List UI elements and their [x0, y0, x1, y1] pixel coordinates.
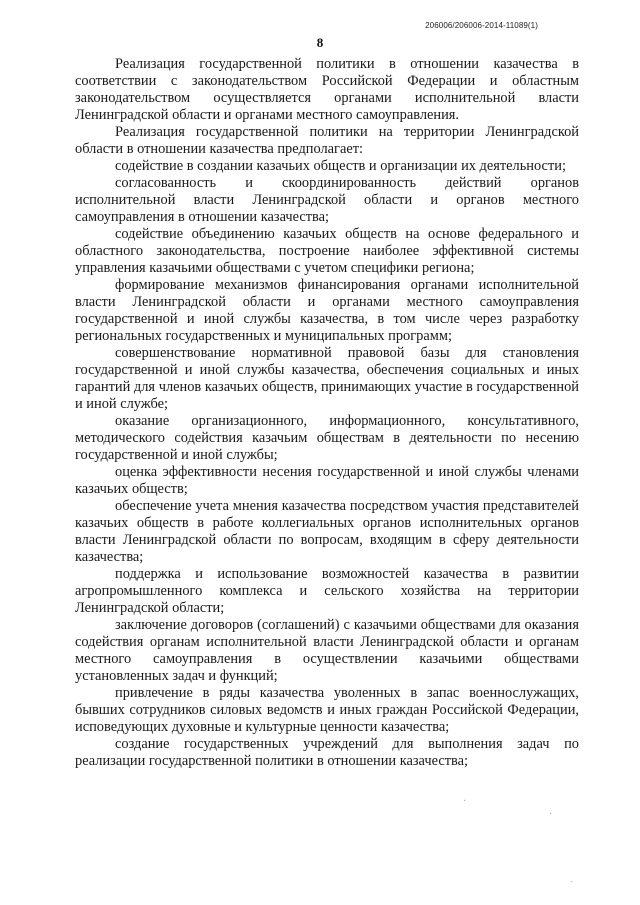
list-item: содействие объединению казачьих обществ на основе федерального и областного законодательства, построение наиболее эффективной системы управления казачьими обществами с учетом специфики региона; — [75, 226, 579, 276]
list-item: привлечение в ряды казачества уволенных в запас военнослужащих, бывших сотрудников силовых ведомств и иных граждан Российской Федерации, исповедующих духовные и культурные ценности казачества; — [75, 685, 579, 735]
list-item: оценка эффективности несения государственной и иной службы членами казачьих обществ; — [75, 464, 579, 497]
list-item: оказание организационного, информационного, консультативного, методического содействия казачьим обществам в деятельности по несению государственной и иной службы; — [75, 413, 579, 463]
list-item: содействие в создании казачьих обществ и организации их деятельности; — [115, 158, 566, 174]
scan-mark: · — [549, 809, 553, 820]
page-number: 8 — [316, 35, 324, 50]
list-item: поддержка и использование возможностей казачества в развитии агропромышленного комплекса и сельского хозяйства на территории Ленинградской области; — [75, 566, 579, 616]
paragraph-intro: Реализация государственной политики в отношении казачества в соответствии с законодательством Российской Федерации и областным законодательством осуществляется органами исполнительной власти Ленинградской области и органами местного самоуправления. — [75, 56, 579, 123]
list-item: создание государственных учреждений для выполнения задач по реализации государственной политики в отношении казачества; — [75, 736, 579, 769]
scan-mark: · — [463, 796, 467, 807]
document-code: 206006/206006-2014-11089(1) — [425, 21, 538, 30]
paragraph-lead-in: Реализация государственной политики на территории Ленинградской области в отношении казачества предполагает: — [75, 124, 579, 157]
scan-mark: ˎ — [570, 872, 574, 883]
list-item: формирование механизмов финансирования органами исполнительной власти Ленинградской области и органами местного самоуправления государственной и иной службы казачества, в том числе через разработку региональных государственных и муниципальных программ; — [75, 277, 579, 344]
list-item: согласованность и скоординированность действий органов исполнительной власти Ленинградской области и органов местного самоуправления в отношении казачества; — [75, 175, 579, 225]
document-body — [75, 56, 579, 770]
list-item: совершенствование нормативной правовой базы для становления государственной и иной службы казачества, обеспечения социальных и иных гарантий для членов казачьих обществ, принимающих участие в государственной и иной службе; — [75, 345, 579, 412]
list-item: обеспечение учета мнения казачества посредством участия представителей казачьих обществ в работе коллегиальных органов исполнительных органов власти Ленинградской области по вопросам, входящим в сферу деятельности казачества; — [75, 498, 579, 565]
list-item: заключение договоров (соглашений) с казачьими обществами для оказания содействия органам исполнительной власти Ленинградской области и органам местного самоуправления в осуществлении казачьими обществами установленных задач и функций; — [75, 617, 579, 684]
